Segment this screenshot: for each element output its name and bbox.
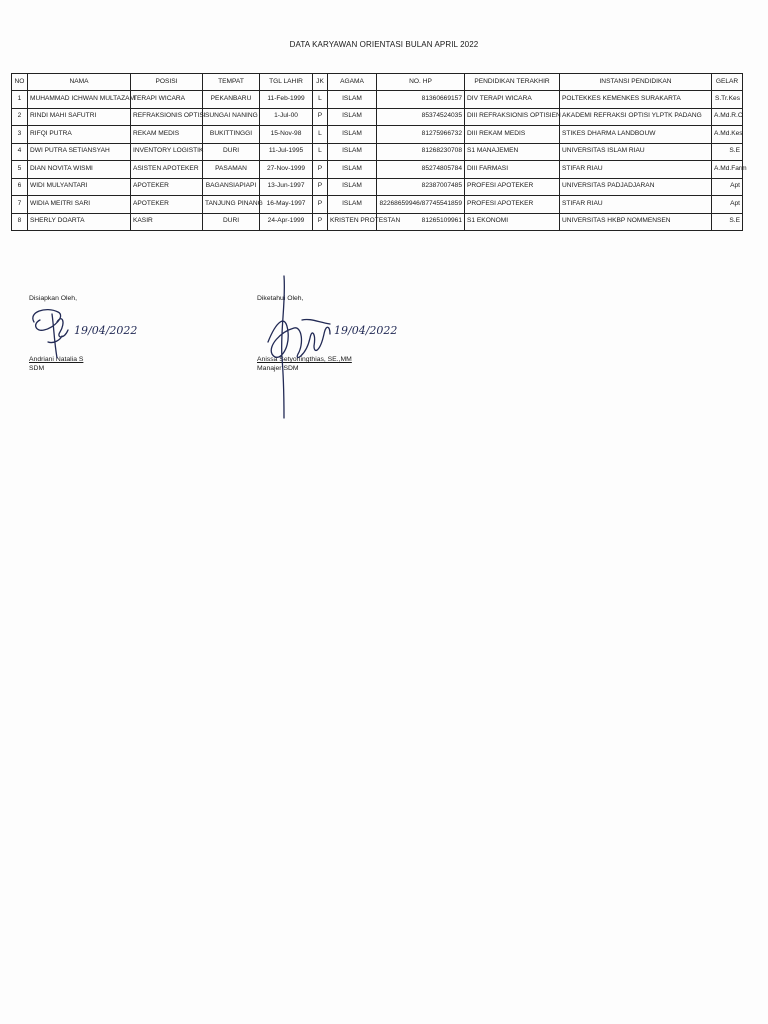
signature-block-prepared [29, 294, 83, 374]
cell-no-hp: 85274805784 [377, 161, 465, 179]
acknowledged-date: 19/04/2022 [334, 324, 398, 337]
header-agama: AGAMA [328, 74, 377, 91]
cell-no-hp: 82268659946/87745541859 [377, 196, 465, 214]
cell-instansi-pendidikan: STIFAR RIAU [560, 161, 712, 179]
cell-no: 4 [12, 143, 28, 161]
prepared-label: Disiapkan Oleh, [29, 295, 77, 302]
cell-jk: L [313, 143, 328, 161]
cell-instansi-pendidikan: UNIVERSITAS PADJADJARAN [560, 178, 712, 196]
cell-tempat: DURI [203, 143, 260, 161]
header-tgl-lahir: TGL LAHIR [260, 74, 313, 91]
cell-pendidikan-terakhir: DIII REKAM MEDIS [465, 126, 560, 144]
cell-jk: P [313, 178, 328, 196]
cell-tempat: DURI [203, 213, 260, 231]
cell-posisi: REKAM MEDIS [131, 126, 203, 144]
cell-instansi-pendidikan: STIFAR RIAU [560, 196, 712, 214]
cell-pendidikan-terakhir: DIV TERAPI WICARA [465, 91, 560, 109]
table-header-row [12, 74, 743, 91]
cell-instansi-pendidikan: UNIVERSITAS ISLAM RIAU [560, 143, 712, 161]
cell-no: 7 [12, 196, 28, 214]
cell-agama: ISLAM [328, 108, 377, 126]
prepared-name: Andriani Natalia S [29, 356, 84, 364]
cell-tempat: SUNGAI NANING [203, 108, 260, 126]
table-row [12, 161, 743, 179]
cell-tempat: BAGANSIAPIAPI [203, 178, 260, 196]
cell-nama: WIDI MULYANTARI [28, 178, 131, 196]
cell-pendidikan-terakhir: PROFESI APOTEKER [465, 196, 560, 214]
cell-nama: MUHAMMAD ICHWAN MULTAZAM [28, 91, 131, 109]
cell-gelar: A.Md.Farm [712, 161, 743, 179]
cell-gelar: S.E [712, 143, 743, 161]
cell-no: 5 [12, 161, 28, 179]
cell-tgl-lahir: 16-May-1997 [260, 196, 313, 214]
cell-jk: L [313, 126, 328, 144]
cell-agama: ISLAM [328, 91, 377, 109]
header-no: NO [12, 74, 28, 91]
cell-gelar: S.E [712, 213, 743, 231]
cell-agama: ISLAM [328, 143, 377, 161]
cell-tempat: PASAMAN [203, 161, 260, 179]
cell-no-hp: 81265109961 [377, 213, 465, 231]
header-posisi: POSISI [131, 74, 203, 91]
cell-tempat: TANJUNG PINANG [203, 196, 260, 214]
cell-tgl-lahir: 1-Jul-00 [260, 108, 313, 126]
prepared-date: 19/04/2022 [74, 324, 138, 337]
cell-no-hp: 82387007485 [377, 178, 465, 196]
cell-tgl-lahir: 11-Jul-1995 [260, 143, 313, 161]
cell-instansi-pendidikan: STIKES DHARMA LANDBOUW [560, 126, 712, 144]
cell-agama: ISLAM [328, 178, 377, 196]
cell-no-hp: 81275966732 [377, 126, 465, 144]
cell-nama: WIDIA MEITRI SARI [28, 196, 131, 214]
cell-instansi-pendidikan: UNIVERSITAS HKBP NOMMENSEN [560, 213, 712, 231]
cell-instansi-pendidikan: POLTEKKES KEMENKES SURAKARTA [560, 91, 712, 109]
acknowledged-name: Anissa Setyoningthias, SE.,MM [257, 356, 352, 364]
cell-posisi: ASISTEN APOTEKER [131, 161, 203, 179]
header-pendidikan-terakhir: PENDIDIKAN TERAKHIR [465, 74, 560, 91]
cell-no: 3 [12, 126, 28, 144]
prepared-role: SDM [29, 365, 45, 373]
cell-tgl-lahir: 27-Nov-1999 [260, 161, 313, 179]
table-row [12, 91, 743, 109]
cell-pendidikan-terakhir: DIII REFRAKSIONIS OPTISIEN [465, 108, 560, 126]
cell-no-hp: 85374524035 [377, 108, 465, 126]
table-row [12, 178, 743, 196]
cell-no: 1 [12, 91, 28, 109]
cell-no: 2 [12, 108, 28, 126]
cell-posisi: KASIR [131, 213, 203, 231]
cell-jk: P [313, 161, 328, 179]
table-row [12, 143, 743, 161]
employee-table [11, 73, 747, 231]
table-row [12, 108, 743, 126]
cell-gelar: Apt [712, 178, 743, 196]
header-no-hp: NO. HP [377, 74, 465, 91]
cell-posisi: REFRAKSIONIS OPTISI [131, 108, 203, 126]
header-gelar: GELAR [712, 74, 743, 91]
cell-agama: ISLAM [328, 196, 377, 214]
cell-posisi: APOTEKER [131, 196, 203, 214]
cell-jk: P [313, 108, 328, 126]
cell-jk: P [313, 213, 328, 231]
cell-tgl-lahir: 15-Nov-98 [260, 126, 313, 144]
cell-nama: DWI PUTRA SETIANSYAH [28, 143, 131, 161]
table-row [12, 213, 743, 231]
cell-tgl-lahir: 24-Apr-1999 [260, 213, 313, 231]
cell-pendidikan-terakhir: S1 MANAJEMEN [465, 143, 560, 161]
cell-pendidikan-terakhir: DIII FARMASI [465, 161, 560, 179]
cell-nama: DIAN NOVITA WISMI [28, 161, 131, 179]
cell-nama: RINDI MAHI SAFUTRI [28, 108, 131, 126]
cell-jk: L [313, 91, 328, 109]
cell-agama: ISLAM [328, 161, 377, 179]
cell-no: 6 [12, 178, 28, 196]
cell-pendidikan-terakhir: S1 EKONOMI [465, 213, 560, 231]
acknowledged-role: Manajer SDM [257, 365, 299, 373]
cell-posisi: INVENTORY LOGISTIK [131, 143, 203, 161]
document-title: DATA KARYAWAN ORIENTASI BULAN APRIL 2022 [289, 40, 479, 49]
header-jk: JK [313, 74, 328, 91]
cell-jk: P [313, 196, 328, 214]
cell-tgl-lahir: 11-Feb-1999 [260, 91, 313, 109]
cell-no-hp: 81268230708 [377, 143, 465, 161]
cell-pendidikan-terakhir: PROFESI APOTEKER [465, 178, 560, 196]
cell-posisi: TERAPI WICARA [131, 91, 203, 109]
header-instansi-pendidikan: INSTANSI PENDIDIKAN [560, 74, 712, 91]
acknowledged-label: Diketahui Oleh, [257, 295, 304, 302]
cell-gelar: A.Md.R.O [712, 108, 743, 126]
cell-tempat: BUKITTINGGI [203, 126, 260, 144]
cell-nama: RIFQI PUTRA [28, 126, 131, 144]
header-nama: NAMA [28, 74, 131, 91]
cell-gelar: A.Md.Kes [712, 126, 743, 144]
cell-no-hp: 81360669157 [377, 91, 465, 109]
cell-tempat: PEKANBARU [203, 91, 260, 109]
cell-gelar: S.Tr.Kes [712, 91, 743, 109]
cell-nama: SHERLY DOARTA [28, 213, 131, 231]
table-row [12, 126, 743, 144]
cell-agama: KRISTEN PROTESTAN [328, 213, 377, 231]
signature-block-acknowledged [257, 294, 352, 374]
cell-agama: ISLAM [328, 126, 377, 144]
cell-instansi-pendidikan: AKADEMI REFRAKSI OPTISI YLPTK PADANG [560, 108, 712, 126]
table-row [12, 196, 743, 214]
header-tempat: TEMPAT [203, 74, 260, 91]
cell-tgl-lahir: 13-Jun-1997 [260, 178, 313, 196]
cell-posisi: APOTEKER [131, 178, 203, 196]
cell-gelar: Apt [712, 196, 743, 214]
cell-no: 8 [12, 213, 28, 231]
